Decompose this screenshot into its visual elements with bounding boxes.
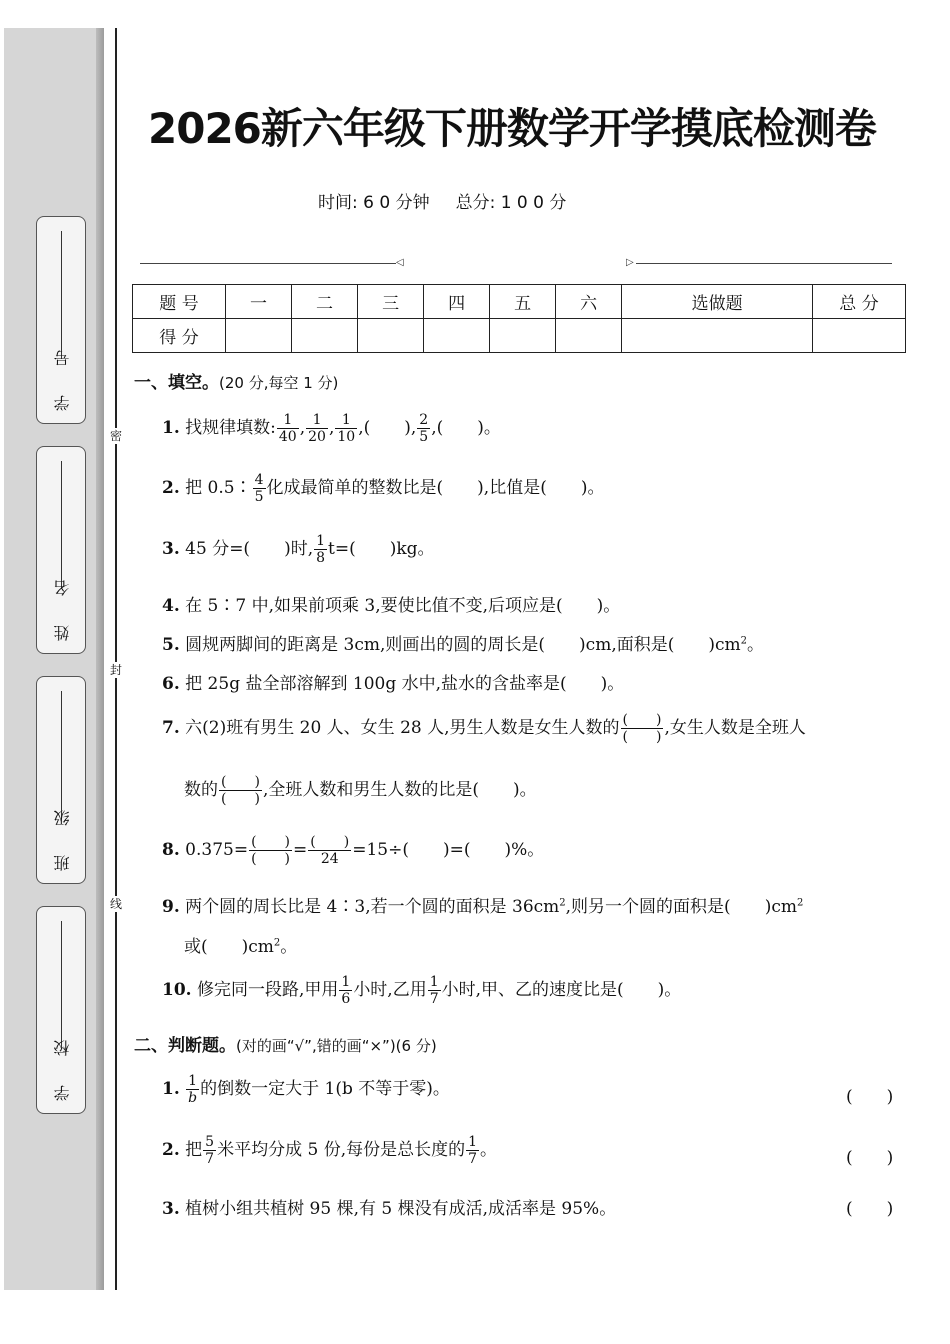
question-number: 3. [162,1199,180,1219]
question-text: = [293,840,308,860]
header-cell: 五 [490,285,556,319]
section-1-heading [134,368,338,393]
score-table-header [133,285,906,319]
superscript: 2 [559,897,566,909]
question-number: 6. [162,674,180,694]
section-2-heading [134,1031,437,1056]
header-cell: 二 [292,285,358,319]
superscript: 2 [796,897,804,909]
numerator: 1 [341,974,351,990]
question-text: 0.375= [185,840,249,860]
numerator: 4 [254,472,264,488]
denominator: b [188,1090,198,1106]
question-text: ,则另一个圆的面积是( )cm [565,897,797,917]
time-limit: 时间: 6 0 分钟 [318,193,430,213]
numerator: 1 [186,1073,199,1090]
triangle-left-icon: ◁ [396,257,404,268]
score-cell[interactable] [292,319,358,353]
seal-char-xian: 线 [109,897,122,911]
question-text: 把 0.5∶ [185,478,252,498]
blank-numerator[interactable]: ( ) [622,712,662,728]
fraction [417,412,430,445]
section-1-title: 一、填空。 [134,373,219,393]
question-number: 4. [162,596,180,616]
question-5 [162,630,764,655]
seal-line [115,28,117,1290]
denominator: 10 [337,429,356,445]
question-text: ,全班人数和男生人数的比是( )。 [262,780,537,800]
question-text: 把 25g 盐全部溶解到 100g 水中,盐水的含盐率是( )。 [185,674,625,694]
question-number: 2. [162,478,180,498]
question-number: 2. [162,1140,180,1160]
header-cell: 选做题 [622,285,813,319]
fraction [428,974,441,1007]
denominator: 24 [320,851,339,867]
question-text: 。 [280,937,298,957]
numerator: 1 [277,412,299,429]
fraction [277,412,299,445]
score-cell[interactable] [424,319,490,353]
fraction [339,974,352,1007]
student-number-field[interactable] [36,216,86,424]
question-9 [162,892,803,917]
question-3 [162,533,435,566]
fraction [314,533,327,566]
numerator: 1 [429,974,439,990]
header-cell: 题 号 [133,285,226,319]
student-name-field[interactable] [36,446,86,654]
question-text: t=( )kg。 [328,539,435,559]
fraction [186,1073,199,1106]
numerator: 1 [316,533,326,549]
blank-denominator[interactable]: ( ) [622,729,662,745]
superscript: 2 [273,937,281,949]
question-text: 化成最简单的整数比是( ),比值是( )。 [266,478,605,498]
class-field[interactable] [36,676,86,884]
question-text: 米平均分成 5 份,每份是总长度的 [217,1140,466,1160]
score-cell[interactable] [622,319,813,353]
question-number: 8. [162,840,180,860]
numerator: 1 [468,1134,478,1150]
numerator: 1 [335,412,357,429]
header-cell: 三 [358,285,424,319]
question-text: 。 [480,1140,498,1160]
score-cell[interactable] [490,319,556,353]
score-cell[interactable] [358,319,424,353]
denominator: 7 [205,1151,215,1167]
fraction [203,1134,216,1167]
question-text: 六(2)班有男生 20 人、女生 28 人,男生人数是女生人数的 [185,718,620,738]
question-text: ,( ), [358,418,417,438]
question-text: 45 分=( )时, [185,539,314,559]
question-text: 或( )cm [184,937,274,957]
blank-numerator[interactable]: ( ) [251,834,291,850]
denominator: 7 [429,991,439,1007]
blank-fraction[interactable] [219,774,262,807]
binding-strip-edge [96,28,104,1290]
section-2-title: 二、判断题。 [134,1036,236,1056]
header-cell: 六 [556,285,622,319]
numerator: 2 [419,412,429,428]
fraction [335,412,357,445]
total-score: 总分: 1 0 0 分 [455,193,567,213]
triangle-right-icon: ▷ [626,257,634,268]
fraction [253,472,266,505]
fraction [306,412,328,445]
header-cell: 总 分 [813,285,906,319]
blank-fraction[interactable] [308,834,351,867]
score-cell[interactable] [556,319,622,353]
question-text: 修完同一段路,甲用 [196,980,339,1000]
question-number: 7. [162,718,180,738]
question-text: 找规律填数: [185,418,276,438]
question-text: 小时,乙用 [353,980,427,1000]
superscript: 2 [740,635,748,647]
denominator: 7 [468,1151,478,1167]
question-text: 。 [747,635,765,655]
question-number: 5. [162,635,180,655]
score-cell[interactable] [226,319,292,353]
question-2 [162,472,604,505]
denominator: 40 [278,429,297,445]
question-1: 1. 找规律填数: $\frac{1}{40}$ , $\frac{1}{20}$ , $\frac{1}{10}$ ,( ), $\frac{2}{5}$ ,( )。 [162,412,501,445]
question-text: 小时,甲、乙的速度比是( )。 [441,980,682,1000]
question-8 [162,834,544,867]
blank-denominator[interactable]: ( ) [251,851,291,867]
blank-denominator[interactable]: ( ) [221,791,260,807]
section-1-note: (20 分,每空 1 分) [219,374,339,392]
answer-box-1[interactable]: ( ) [846,1087,894,1107]
question-6 [162,669,624,694]
denominator: 5 [419,429,429,445]
question-text: 把 [185,1140,203,1160]
seal-char-feng: 封 [109,663,122,677]
row-label: 得 分 [133,319,226,353]
score-table [132,284,906,353]
blank-fraction[interactable] [621,712,664,745]
exam-meta [318,188,566,213]
judge-1 [162,1073,450,1106]
question-7-continued [184,774,537,807]
blank-fraction[interactable] [249,834,292,867]
question-text: ,女生人数是全班人 [664,718,806,738]
denominator: 6 [341,991,351,1007]
denominator: 8 [316,550,326,566]
question-text: 植树小组共植树 95 棵,有 5 棵没有成活,成活率是 95%。 [185,1199,617,1219]
page-title: 2026新六年级下册数学开学摸底检测卷 [148,104,876,153]
answer-box-2[interactable]: ( ) [846,1148,894,1168]
score-table-row [133,319,906,353]
header-cell: 四 [424,285,490,319]
question-text: 数的 [184,780,218,800]
divider-left [140,263,396,264]
school-field[interactable] [36,906,86,1114]
question-number: 10. [162,980,192,1000]
judge-3 [162,1194,616,1219]
question-number: 3. [162,539,180,559]
question-text: 圆规两脚间的距离是 3cm,则画出的圆的周长是( )cm,面积是( )cm [185,635,741,655]
numerator: 1 [306,412,328,429]
question-text: 的倒数一定大于 1(b 不等于零)。 [200,1079,450,1099]
answer-box-3[interactable]: ( ) [846,1199,894,1219]
question-4 [162,591,620,616]
question-text: =15÷( )=( )%。 [352,840,545,860]
header-cell: 一 [226,285,292,319]
score-cell[interactable] [813,319,906,353]
divider-right [636,263,892,264]
question-7 [162,712,806,745]
blank-numerator[interactable]: ( ) [310,834,350,850]
denominator: 20 [308,429,326,445]
student-number-label: 学 号 [53,337,72,411]
numerator: 5 [205,1134,215,1150]
question-text: 在 5∶7 中,如果前项乘 3,要使比值不变,后项应是( )。 [185,596,621,616]
denominator: 5 [254,489,264,505]
question-9-continued [184,932,297,957]
blank-numerator[interactable]: ( ) [221,774,260,790]
section-2-note: (对的画“√”,错的画“×”)(6 分) [236,1037,437,1055]
school-label: 学 校 [53,1027,72,1101]
judge-2 [162,1134,497,1167]
seal-char-mi: 密 [109,429,122,443]
class-label: 班 级 [53,797,72,871]
student-name-label: 姓 名 [53,567,72,641]
fraction [466,1134,479,1167]
question-text: 两个圆的周长比是 4∶3,若一个圆的面积是 36cm [185,897,560,917]
question-text: ,( )。 [431,418,501,438]
question-number: 1. [162,1079,180,1099]
question-10 [162,974,681,1007]
question-number: 1. [162,418,180,438]
question-number: 9. [162,897,180,917]
